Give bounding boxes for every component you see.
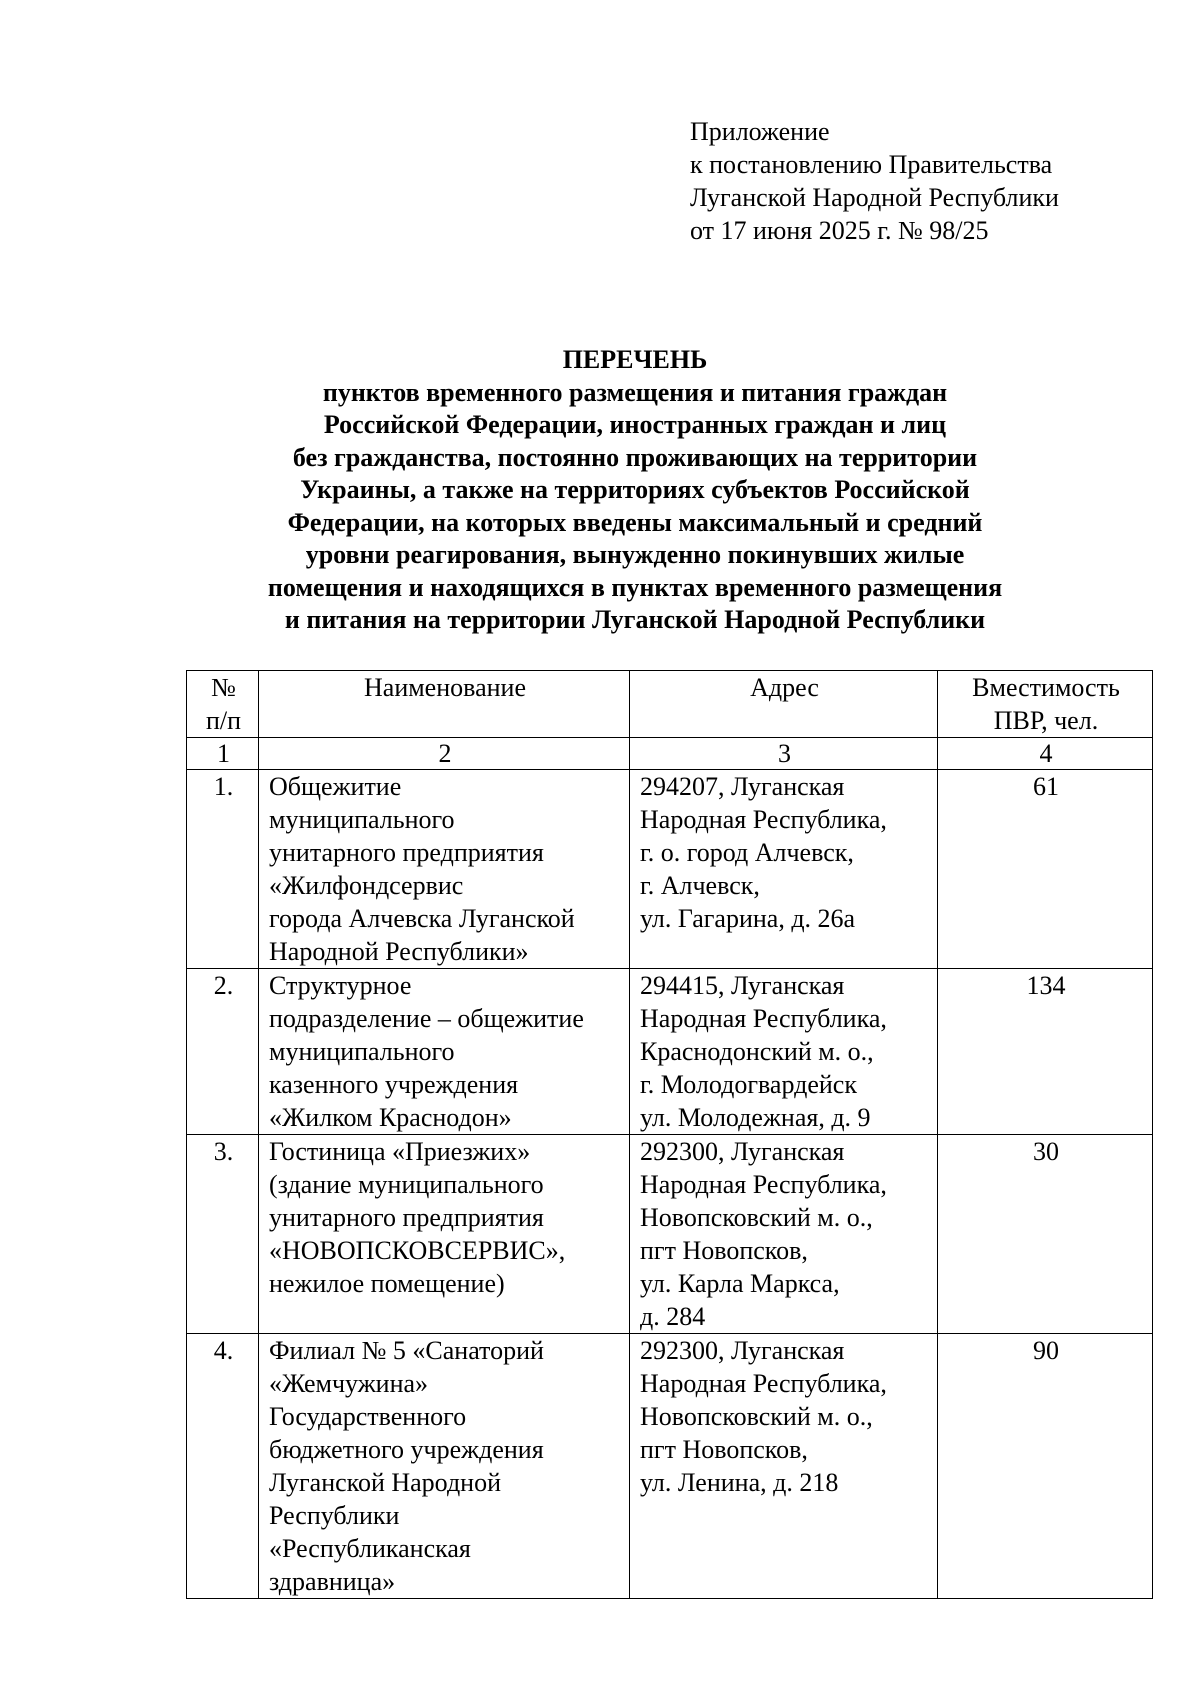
row-number: 1.	[187, 770, 259, 969]
address-line: Народная Республика,	[640, 1369, 887, 1398]
title-heading: ПЕРЕЧЕНЬ	[562, 345, 708, 374]
address-line: 292300, Луганская	[640, 1137, 845, 1166]
row-address	[630, 1135, 938, 1334]
address-line: д. 284	[640, 1302, 706, 1331]
address-line: 294415, Луганская	[640, 971, 845, 1000]
row-address	[630, 1334, 938, 1599]
row-capacity: 61	[938, 770, 1153, 969]
address-line: Краснодонский м. о.,	[640, 1037, 874, 1066]
header-capacity	[938, 671, 1153, 738]
title-line: помещения и находящихся в пунктах временного размещения	[267, 572, 1003, 602]
header-address-label: Адрес	[750, 673, 819, 702]
row-address	[630, 969, 938, 1135]
header-num-line: №	[211, 673, 236, 702]
name-line: «Жилфондсервис	[269, 871, 464, 900]
annex-line: от 17 июня 2025 г. № 98/25	[690, 216, 989, 245]
name-line: Общежитие	[269, 772, 402, 801]
title-line: без гражданства, постоянно проживающих на территории	[292, 442, 978, 472]
row-name	[259, 770, 630, 969]
column-number: 3	[630, 738, 938, 770]
name-line: Гостиница «Приезжих»	[269, 1137, 531, 1166]
address-line: Народная Республика,	[640, 805, 887, 834]
address-line: Народная Республика,	[640, 1170, 887, 1199]
row-name	[259, 969, 630, 1135]
name-line: казенного учреждения	[269, 1070, 519, 1099]
row-number: 3.	[187, 1135, 259, 1334]
header-address	[630, 671, 938, 738]
name-line: Филиал № 5 «Санаторий	[269, 1336, 544, 1365]
name-line: «Республиканская	[269, 1534, 471, 1563]
address-line: ул. Молодежная, д. 9	[640, 1103, 871, 1132]
name-line: Республики	[269, 1501, 400, 1530]
header-capacity-line: Вместимость	[972, 673, 1120, 702]
address-line: 294207, Луганская	[640, 772, 845, 801]
table-header-row	[187, 671, 1153, 738]
row-name	[259, 1334, 630, 1599]
table-row	[187, 969, 1153, 1135]
title-line: пунктов временного размещения и питания граждан	[322, 377, 948, 407]
title-line: уровни реагирования, вынужденно покинувших жилые	[305, 540, 965, 569]
name-line: здравница»	[269, 1567, 396, 1596]
shelter-table	[186, 670, 1153, 1599]
table-row	[187, 770, 1153, 969]
address-line: Новопсковский м. о.,	[640, 1203, 873, 1232]
name-line: бюджетного учреждения	[269, 1435, 544, 1464]
address-line: ул. Ленина, д. 218	[640, 1468, 839, 1497]
name-line: «НОВОПСКОВСЕРВИС»,	[269, 1236, 566, 1265]
address-line: ул. Гагарина, д. 26а	[640, 904, 856, 933]
address-line: г. Молодогвардейск	[640, 1070, 857, 1099]
name-line: Луганской Народной	[269, 1468, 501, 1497]
column-number: 1	[187, 738, 259, 770]
address-line: г. Алчевск,	[640, 871, 760, 900]
header-num	[187, 671, 259, 738]
address-line: пгт Новопсков,	[640, 1236, 808, 1265]
title-line: Российской Федерации, иностранных граждан и лиц	[323, 410, 947, 439]
name-line: города Алчевска Луганской	[269, 904, 575, 933]
address-line: Народная Республика,	[640, 1004, 887, 1033]
header-name-label: Наименование	[364, 673, 526, 702]
address-line: 292300, Луганская	[640, 1336, 845, 1365]
document-title	[190, 344, 1080, 637]
column-number: 2	[259, 738, 630, 770]
address-line: Новопсковский м. о.,	[640, 1402, 873, 1431]
name-line: нежилое помещение)	[269, 1269, 505, 1298]
address-line: пгт Новопсков,	[640, 1435, 808, 1464]
annex-line: Приложение	[690, 117, 830, 146]
name-line: унитарного предприятия	[269, 838, 544, 867]
header-num-line: п/п	[205, 706, 242, 735]
row-number: 4.	[187, 1334, 259, 1599]
address-line: ул. Карла Маркса,	[640, 1269, 840, 1298]
row-number: 2.	[187, 969, 259, 1135]
annex-line: Луганской Народной Республики	[690, 183, 1059, 212]
name-line: «Жилком Краснодон»	[269, 1103, 512, 1132]
title-line: Федерации, на которых введены максимальный и средний	[287, 507, 983, 537]
name-line: Государственного	[269, 1402, 467, 1431]
name-line: унитарного предприятия	[269, 1203, 544, 1232]
address-line: г. о. город Алчевск,	[640, 838, 854, 867]
row-capacity: 134	[938, 969, 1153, 1135]
name-line: (здание муниципального	[269, 1170, 544, 1199]
row-capacity: 30	[938, 1135, 1153, 1334]
row-capacity: 90	[938, 1334, 1153, 1599]
column-number-row	[187, 738, 1153, 770]
row-address	[630, 770, 938, 969]
name-line: подразделение – общежитие	[269, 1004, 584, 1033]
title-line: и питания на территории Луганской Народной Республики	[284, 605, 986, 634]
title-line: Украины, а также на территориях субъектов Российской	[300, 475, 970, 504]
name-line: Структурное	[269, 971, 412, 1000]
annex-line: к постановлению Правительства	[690, 150, 1053, 179]
name-line: муниципального	[269, 1037, 455, 1066]
table-row	[187, 1334, 1153, 1599]
header-name	[259, 671, 630, 738]
annex-block	[690, 115, 1059, 247]
table-row	[187, 1135, 1153, 1334]
name-line: муниципального	[269, 805, 455, 834]
name-line: «Жемчужина»	[269, 1369, 429, 1398]
column-number: 4	[938, 738, 1153, 770]
row-name	[259, 1135, 630, 1334]
name-line: Народной Республики»	[269, 937, 529, 966]
header-capacity-line: ПВР, чел.	[993, 706, 1099, 735]
